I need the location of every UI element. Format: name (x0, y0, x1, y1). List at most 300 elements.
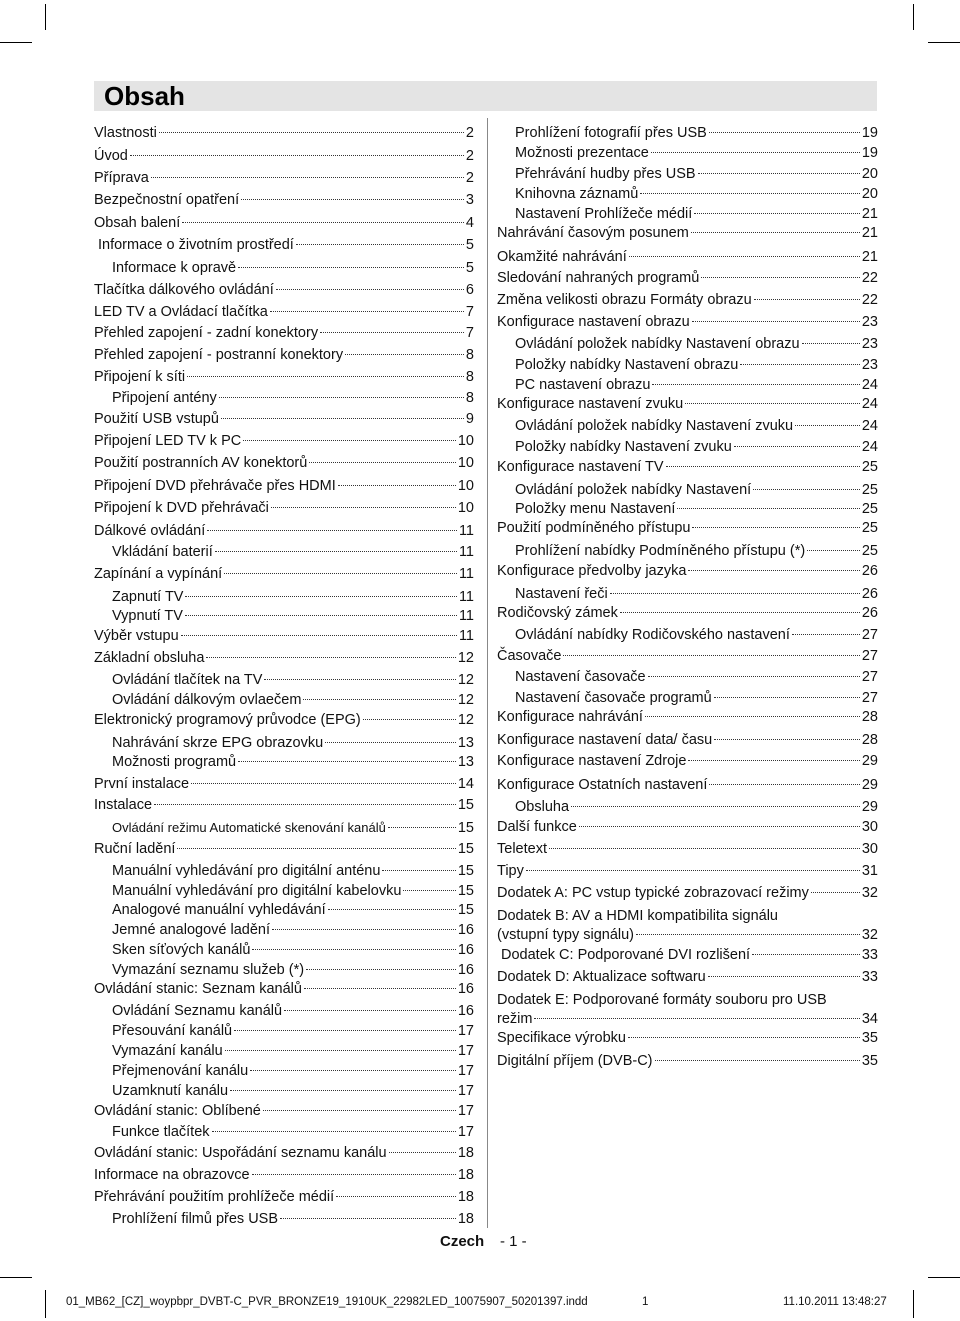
toc-right-entry (497, 394, 878, 414)
toc-left-entry (94, 168, 474, 188)
entry-title: Ovládání nabídky Rodičovského nastavení (515, 627, 790, 643)
toc-left-entry (94, 795, 474, 815)
entry-page-number: 27 (861, 648, 878, 664)
dot-leader (685, 403, 860, 404)
title-bar (94, 81, 877, 111)
toc-right-entry (515, 375, 878, 395)
toc-right-entry (497, 751, 878, 771)
entry-page-number: 27 (861, 690, 878, 706)
entry-title: Nahrávání skrze EPG obrazovku (112, 735, 324, 751)
entry-title: Dodatek E: Podporované formáty souboru pro USB (497, 992, 827, 1008)
toc-right-entry (497, 906, 878, 946)
toc-right-entry (497, 775, 878, 795)
entry-title: Položky nabídky Nastavení obrazu (515, 357, 739, 373)
dot-leader (130, 155, 464, 156)
entry-page-number: 11 (458, 628, 474, 644)
dot-leader (740, 364, 860, 365)
entry-title: Manuální vyhledávání pro digitální anténu (112, 863, 381, 879)
toc-left-entry (94, 774, 474, 794)
dot-leader (571, 806, 860, 807)
toc-right-entry (497, 990, 878, 1030)
toc-left-entry (94, 521, 474, 541)
dot-leader (688, 760, 859, 761)
dot-leader (382, 870, 455, 871)
entry-page-number: 12 (457, 650, 474, 666)
column-divider (487, 118, 488, 1228)
toc-left-entry (112, 388, 474, 408)
dot-leader (698, 173, 860, 174)
entry-title: Konfigurace nastavení zvuku (497, 396, 684, 412)
entry-page-number: 10 (457, 433, 474, 449)
dot-leader (734, 446, 860, 447)
toc-left-entry (94, 367, 474, 387)
dot-leader (811, 892, 860, 893)
toc-left-entry (98, 235, 474, 255)
toc-right-entry (515, 667, 878, 687)
toc-left-entry (94, 498, 474, 518)
toc-left-entry (112, 606, 474, 626)
toc-right-entry (515, 437, 878, 457)
toc-left-entry (112, 940, 474, 960)
toc-right-entry (515, 541, 878, 561)
entry-title: Prohlížení fotografií přes USB (515, 125, 707, 141)
toc-right-entry (497, 290, 878, 310)
entry-title: Digitální příjem (DVB-C) (497, 1053, 653, 1069)
dot-leader (648, 676, 860, 677)
entry-title: Dodatek C: Podporované DVI rozlišení (501, 947, 751, 963)
dot-leader (345, 354, 464, 355)
entry-title: Konfigurace nastavení Zdroje (497, 753, 687, 769)
entry-page-number: 25 (861, 482, 878, 498)
dot-leader (714, 697, 860, 698)
entry-page-number: 15 (457, 863, 474, 879)
entry-page-number: 18 (457, 1167, 474, 1183)
entry-title: Nastavení Prohlížeče médií (515, 206, 693, 222)
entry-page-number: 26 (861, 563, 878, 579)
entry-title-continued: (vstupní typy signálu) (497, 927, 635, 943)
toc-left-entry (94, 345, 474, 365)
entry-title: Základní obsluha (94, 650, 205, 666)
dot-leader (234, 1030, 456, 1031)
entry-title: Přejmenování kanálu (112, 1063, 249, 1079)
toc-right-entry (497, 603, 878, 623)
entry-title: Dodatek A: PC vstup typické zobrazovací režimy (497, 885, 809, 901)
toc-left-entry (94, 1187, 474, 1207)
dot-leader (338, 485, 456, 486)
dot-leader (264, 679, 455, 680)
dot-leader (752, 954, 860, 955)
dot-leader (224, 573, 457, 574)
toc-right-entry (515, 355, 878, 375)
toc-right-entry (515, 480, 878, 500)
toc-left-entry (94, 710, 474, 730)
dot-leader (250, 1070, 456, 1071)
dot-leader (284, 1010, 456, 1011)
entry-title: Zapínání a vypínání (94, 566, 223, 582)
dot-leader (276, 289, 464, 290)
dot-leader (159, 132, 464, 133)
toc-right-entry (515, 184, 878, 204)
dot-leader (212, 1131, 456, 1132)
dot-leader (270, 311, 464, 312)
entry-title-continued: režim (497, 1011, 533, 1027)
entry-title: Elektronický programový průvodce (EPG) (94, 712, 361, 728)
toc-left-entry (94, 190, 474, 210)
entry-title: LED TV a Ovládací tlačítka (94, 304, 268, 320)
toc-right-entry (515, 625, 878, 645)
entry-title: Uzamknutí kanálu (112, 1083, 229, 1099)
dot-leader (534, 1018, 859, 1019)
toc-right-entry (497, 268, 878, 288)
entry-page-number: 26 (861, 605, 878, 621)
entry-page-number: 4 (465, 215, 474, 231)
dot-leader (325, 742, 456, 743)
entry-title: Funkce tlačítek (112, 1124, 210, 1140)
dot-leader (629, 256, 860, 257)
entry-title: Připojení k DVD přehrávači (94, 500, 269, 516)
toc-right-entry (497, 730, 878, 750)
entry-title: Ovládání stanic: Seznam kanálů (94, 981, 302, 997)
entry-title: Rodičovský zámek (497, 605, 618, 621)
toc-left-entry (94, 213, 474, 233)
entry-page-number: 20 (861, 166, 878, 182)
entry-title: Obsluha (515, 799, 570, 815)
toc-right-entry (497, 967, 878, 987)
dot-leader (280, 1218, 456, 1219)
entry-title: Informace na obrazovce (94, 1167, 250, 1183)
entry-page-number: 7 (465, 304, 474, 320)
toc-right-entry (515, 499, 878, 519)
dot-leader (363, 719, 456, 720)
toc-left-entry (112, 670, 474, 690)
toc-right-entry (501, 945, 878, 965)
dot-leader (677, 508, 859, 509)
entry-title: Přehled zapojení - zadní konektory (94, 325, 319, 341)
toc-left-entry (112, 881, 474, 901)
entry-title: Manuální vyhledávání pro digitální kabelovku (112, 883, 402, 899)
entry-title: Připojení DVD přehrávače přes HDMI (94, 478, 336, 494)
entry-title: Analogové manuální vyhledávání (112, 902, 326, 918)
entry-page-number: 8 (465, 390, 474, 406)
entry-title: Sken síťových kanálů (112, 942, 251, 958)
toc-left-entry (94, 1143, 474, 1163)
toc-right-entry (497, 518, 878, 538)
entry-page-number: 20 (861, 186, 878, 202)
dot-leader (389, 1152, 456, 1153)
entry-page-number: 25 (861, 459, 878, 475)
dot-leader (243, 440, 456, 441)
dot-leader (792, 634, 860, 635)
entry-title: Ovládání tlačítek na TV (112, 672, 263, 688)
crop-mark (0, 42, 32, 43)
entry-page-number: 11 (458, 523, 474, 539)
entry-page-number: 18 (457, 1145, 474, 1161)
toc-left-entry (94, 476, 474, 496)
dot-leader (187, 376, 464, 377)
dot-leader (304, 988, 456, 989)
entry-title: Specifikace výrobku (497, 1030, 626, 1046)
entry-page-number: 15 (457, 883, 474, 899)
entry-page-number: 19 (861, 145, 878, 161)
entry-title: Bezpečnostní opatření (94, 192, 240, 208)
entry-page-number: 5 (465, 237, 474, 253)
dot-leader (252, 1174, 456, 1175)
entry-title: Nastavení řeči (515, 586, 608, 602)
dot-leader (403, 890, 455, 891)
entry-page-number: 29 (861, 799, 878, 815)
entry-page-number: 24 (861, 396, 878, 412)
entry-title: Připojení k síti (94, 369, 186, 385)
entry-title: Konfigurace nastavení data/ času (497, 732, 713, 748)
entry-title: Konfigurace Ostatních nastavení (497, 777, 708, 793)
entry-page-number: 19 (861, 125, 878, 141)
entry-page-number: 30 (861, 819, 878, 835)
entry-page-number: 33 (861, 947, 878, 963)
crop-mark (45, 4, 46, 30)
dot-leader (230, 1090, 456, 1091)
dot-leader (651, 152, 860, 153)
entry-page-number: 15 (457, 841, 474, 857)
entry-page-number: 33 (861, 969, 878, 985)
entry-page-number: 17 (457, 1023, 474, 1039)
toc-right-entry (497, 223, 878, 243)
entry-page-number: 32 (861, 885, 878, 901)
entry-page-number: 9 (465, 411, 474, 427)
entry-title: Přehrávání hudby přes USB (515, 166, 696, 182)
entry-title: Tipy (497, 863, 524, 879)
entry-title: Konfigurace nahrávání (497, 709, 643, 725)
dot-leader (238, 761, 456, 762)
entry-page-number: 11 (458, 544, 474, 560)
entry-title: Knihovna záznamů (515, 186, 639, 202)
toc-left-entry (112, 542, 474, 562)
entry-page-number: 22 (861, 292, 878, 308)
entry-page-number: 24 (861, 418, 878, 434)
toc-left-entry (112, 818, 474, 838)
entry-title: Vlastnosti (94, 125, 157, 141)
dot-leader (336, 1196, 456, 1197)
toc-right-entry (497, 312, 878, 332)
toc-left-entry (112, 861, 474, 881)
dot-leader (694, 213, 860, 214)
entry-title: Vypnutí TV (112, 608, 183, 624)
toc-left-entry (112, 1001, 474, 1021)
toc-left-entry (94, 1165, 474, 1185)
toc-left-entry (112, 752, 474, 772)
dot-leader (655, 1060, 860, 1061)
entry-page-number: 22 (861, 270, 878, 286)
slug-time: 13:48:27 (842, 1296, 887, 1308)
entry-title: Možnosti programů (112, 754, 237, 770)
toc-left-entry (94, 280, 474, 300)
entry-title: Ovládání položek nabídky Nastavení zvuku (515, 418, 794, 434)
entry-page-number: 32 (861, 927, 878, 943)
entry-title: Dodatek D: Aktualizace softwaru (497, 969, 706, 985)
entry-title: Vymazání kanálu (112, 1043, 223, 1059)
entry-title: Položky menu Nastavení (515, 501, 676, 517)
entry-page-number: 5 (465, 260, 474, 276)
entry-page-number: 17 (457, 1043, 474, 1059)
entry-page-number: 25 (861, 501, 878, 517)
entry-page-number: 26 (861, 586, 878, 602)
entry-title: Vkládání baterií (112, 544, 213, 560)
entry-title: Další funkce (497, 819, 577, 835)
toc-left-entry (94, 564, 474, 584)
entry-title: Obsah balení (94, 215, 181, 231)
dot-leader (225, 1050, 456, 1051)
dot-leader (154, 804, 456, 805)
dot-leader (241, 199, 464, 200)
entry-title: Použití USB vstupů (94, 411, 219, 427)
entry-title: Tlačítka dálkového ovládání (94, 282, 274, 298)
toc-right-entry (515, 164, 878, 184)
entry-page-number: 21 (861, 249, 878, 265)
entry-page-number: 2 (465, 170, 474, 186)
entry-title: Sledování nahraných programů (497, 270, 700, 286)
entry-title: Časovače (497, 648, 562, 664)
entry-page-number: 16 (457, 981, 474, 997)
dot-leader (388, 827, 456, 828)
entry-title: Připojení antény (112, 390, 217, 406)
dot-leader (309, 462, 456, 463)
entry-title: Nastavení časovače (515, 669, 646, 685)
entry-page-number: 28 (861, 732, 878, 748)
entry-title: Instalace (94, 797, 153, 813)
entry-title: Ovládání dálkovým ovlaečem (112, 692, 302, 708)
entry-page-number: 16 (457, 1003, 474, 1019)
entry-title: Konfigurace nastavení TV (497, 459, 664, 475)
toc-left-entry (94, 1101, 474, 1121)
entry-page-number: 12 (457, 712, 474, 728)
dot-leader (628, 1037, 860, 1038)
entry-title: Připojení LED TV k PC (94, 433, 242, 449)
entry-page-number: 24 (861, 377, 878, 393)
dot-leader (151, 177, 464, 178)
entry-page-number: 10 (457, 500, 474, 516)
crop-mark (0, 1277, 32, 1278)
entry-page-number: 6 (465, 282, 474, 298)
entry-page-number: 12 (457, 692, 474, 708)
entry-title: Příprava (94, 170, 149, 186)
toc-left-entry (112, 900, 474, 920)
entry-page-number: 28 (861, 709, 878, 725)
entry-page-number: 2 (465, 125, 474, 141)
dot-leader (185, 615, 457, 616)
entry-page-number: 15 (457, 902, 474, 918)
entry-title: Úvod (94, 148, 128, 164)
entry-page-number: 27 (861, 669, 878, 685)
dot-leader (610, 593, 860, 594)
entry-page-number: 17 (457, 1124, 474, 1140)
entry-title: První instalace (94, 776, 190, 792)
entry-page-number: 11 (458, 608, 474, 624)
entry-title: Dálkové ovládání (94, 523, 206, 539)
page-title: Obsah (104, 81, 185, 111)
toc-left-entry (94, 123, 474, 143)
entry-page-number: 11 (458, 589, 474, 605)
toc-left-entry (94, 626, 474, 646)
entry-title: Dodatek B: AV a HDMI kompatibilita signálu (497, 908, 779, 924)
toc-left-entry (112, 733, 474, 753)
entry-page-number: 35 (861, 1053, 878, 1069)
dot-leader (692, 321, 860, 322)
toc-left-entry (94, 431, 474, 451)
entry-page-number: 25 (861, 543, 878, 559)
toc-left-entry (112, 960, 474, 980)
entry-page-number: 18 (457, 1211, 474, 1227)
toc-left-entry (112, 1061, 474, 1081)
toc-right-entry (515, 123, 878, 143)
dot-leader (666, 466, 860, 467)
entry-title: Konfigurace předvolby jazyka (497, 563, 687, 579)
dot-leader (802, 343, 860, 344)
entry-title: Položky nabídky Nastavení zvuku (515, 439, 732, 455)
toc-right-entry (497, 707, 878, 727)
toc-left-entry (112, 920, 474, 940)
dot-leader (563, 655, 859, 656)
toc-right-entry (497, 883, 878, 903)
dot-leader (807, 550, 860, 551)
entry-page-number: 12 (457, 672, 474, 688)
entry-title: Nahrávání časovým posunem (497, 225, 689, 241)
dot-leader (709, 132, 860, 133)
entry-page-number: 18 (457, 1189, 474, 1205)
toc-right-entry (497, 247, 878, 267)
toc-right-entry (497, 839, 878, 859)
slug-page: 1 (642, 1296, 649, 1308)
entry-page-number: 10 (457, 478, 474, 494)
entry-title: Vymazání seznamu služeb (*) (112, 962, 305, 978)
toc-right-entry (515, 334, 878, 354)
dot-leader (579, 826, 860, 827)
toc-left-entry (112, 1209, 474, 1229)
toc-right-entry (497, 457, 878, 477)
entry-title: Zapnutí TV (112, 589, 184, 605)
toc-right-entry (515, 688, 878, 708)
entry-page-number: 23 (861, 357, 878, 373)
entry-title: Teletext (497, 841, 547, 857)
dot-leader (692, 527, 859, 528)
toc-left-entry (112, 690, 474, 710)
entry-page-number: 29 (861, 777, 878, 793)
dot-leader (714, 739, 860, 740)
dot-leader (795, 425, 860, 426)
dot-leader (754, 299, 860, 300)
dot-leader (640, 193, 860, 194)
entry-title: Informace o životním prostředí (98, 237, 294, 253)
crop-mark (913, 4, 914, 30)
entry-page-number: 11 (458, 566, 474, 582)
footer-page-number: - 1 - (500, 1233, 527, 1250)
dot-leader (271, 507, 456, 508)
dot-leader (206, 657, 455, 658)
entry-title: Použití postranních AV konektorů (94, 455, 308, 471)
toc-left-entry (94, 648, 474, 668)
entry-page-number: 13 (457, 754, 474, 770)
dot-leader (191, 783, 456, 784)
toc-right-entry (497, 1028, 878, 1048)
entry-title: Ovládání položek nabídky Nastavení obrazu (515, 336, 800, 352)
dot-leader (636, 934, 860, 935)
slug-file: 01_MB62_[CZ]_woypbpr_DVBT-C_PVR_BRONZE19_1910UK_22982LED_10075907_50201397.indd (66, 1296, 588, 1308)
dot-leader (701, 277, 860, 278)
toc-left-entry (94, 839, 474, 859)
toc-left-entry (112, 587, 474, 607)
dot-leader (709, 784, 859, 785)
toc-left-entry (94, 979, 474, 999)
dot-leader (215, 551, 457, 552)
dot-leader (296, 244, 464, 245)
